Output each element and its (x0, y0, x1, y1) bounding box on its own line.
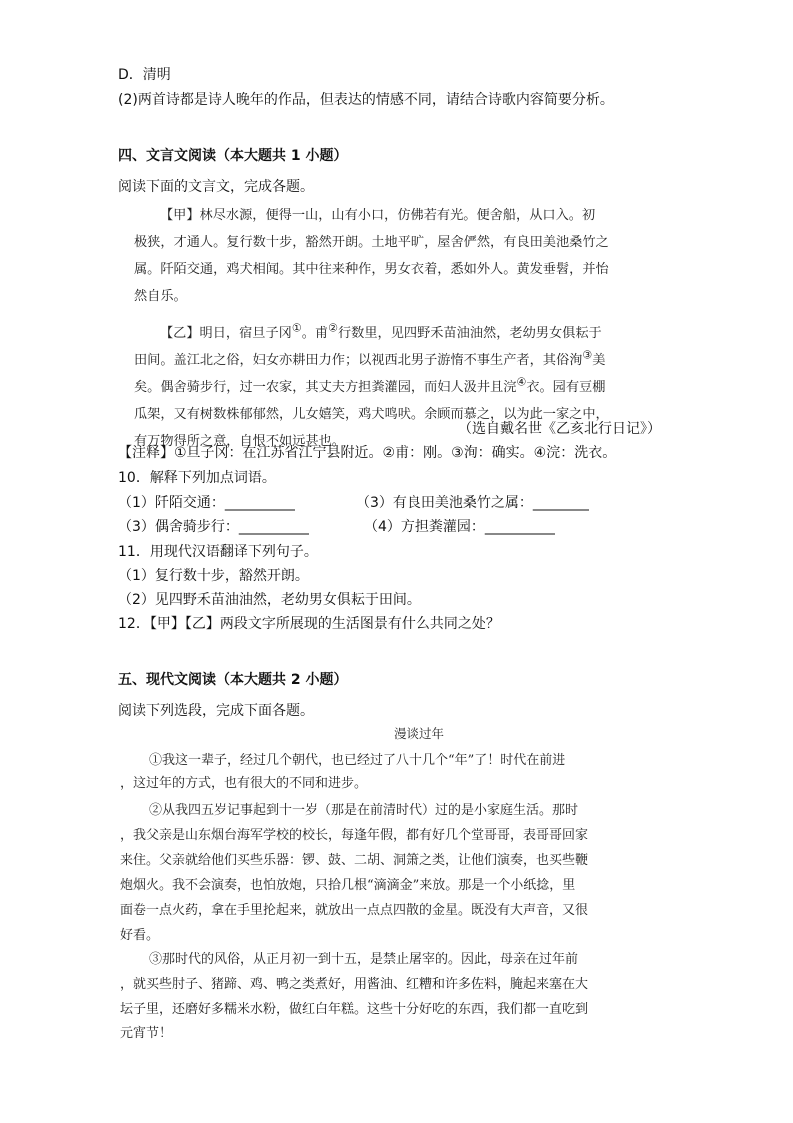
section-5-heading: 五、现代文阅读（本大题共 2 小题） (118, 672, 348, 688)
footnote-marker-1: ① (291, 321, 302, 335)
question-10-item-1: （1）阡陌交通：__________ (118, 495, 295, 511)
yi-line-3: 矣。偶舍骑步行，过一农家，其丈夫方担粪灌园，而妇人汲井且浣④衣。园有豆棚 (134, 375, 606, 395)
section-4-heading: 四、文言文阅读（本大题共 1 小题） (118, 148, 348, 164)
question-10-item-2: （3）偶舍骑步行：__________ (118, 519, 309, 535)
question-12: 12．【甲】【乙】两段文字所展现的生活图景有什么共同之处？ (118, 616, 500, 632)
jia-line-1: 【甲】林尽水源，便得一山，山有小口，仿佛若有光。便舍船，从口入。初 (160, 208, 596, 223)
yi-line-1: 【乙】明日，宿旦子冈①。甫②行数里，见四野禾苗油油然，老幼男女俱耘于 (160, 321, 602, 341)
footnote-marker-2: ② (328, 321, 338, 335)
question-10-item-3: （3）有良田美池桑竹之属：________ (356, 495, 589, 511)
article-line-5: 来住。父亲就给他们买些乐器：锣、鼓、二胡、洞箫之类，让他们演奏，也买些鞭 (120, 853, 589, 868)
question-2: (2)两首诗都是诗人晚年的作品，但表达的情感不同，请结合诗歌内容简要分析。 (118, 92, 614, 108)
article-title: 漫谈过年 (394, 726, 445, 741)
annotation-note: 【注释】①旦子冈：在江苏省江宁县附近。②甫：刚。③洵：确实。④浣：洗衣。 (118, 445, 617, 461)
article-line-6: 炮烟火。我不会演奏，也怕放炮，只拾几根“滴滴金”来放。那是一个小纸捻，里 (120, 878, 576, 893)
article-line-2: ，这过年的方式，也有很大的不同和进步。 (120, 776, 368, 791)
option-d: D．清明 (118, 67, 171, 83)
article-line-4: ，我父亲是山东烟台海军学校的校长，每逢年假，都有好几个堂哥哥，表哥哥回家 (120, 828, 589, 843)
section-4-instruction: 阅读下面的文言文，完成各题。 (118, 179, 314, 195)
section-5-instruction: 阅读下列选段，完成下面各题。 (118, 703, 314, 719)
article-line-3: ②从我四五岁记事起到十一岁（那是在前清时代）过的是小家庭生活。那时 (149, 803, 579, 818)
footnote-marker-3: ③ (582, 348, 593, 362)
article-line-8: 好看。 (120, 928, 160, 943)
yi-line-2: 田间。盖江北之俗，妇女亦耕田力作；以视西北男子游惰不事生产者，其俗洵③美 (134, 348, 606, 368)
yi-line-5: 有万物得所之意，自恨不如远甚也。 (134, 434, 345, 449)
source-citation: （选自戴名世《乙亥北行日记》） (458, 421, 661, 437)
article-line-10: ，就买些肘子、猪蹄、鸡、鸭之类煮好，用酱油、红糟和许多佐料，腌起来塞在大 (120, 977, 589, 992)
question-11-item-2: （2）见四野禾苗油油然，老幼男女俱耘于田间。 (118, 592, 421, 608)
jia-line-4: 然自乐。 (134, 289, 187, 304)
question-11: 11．用现代汉语翻译下列句子。 (118, 544, 318, 560)
jia-line-3: 属。阡陌交通，鸡犬相闻。其中往来种作，男女衣着，悉如外人。黄发垂髫，并怡 (134, 262, 609, 277)
question-10-item-4: （4）方担粪灌园：__________ (364, 519, 555, 535)
jia-line-2: 极狭，才通人。复行数十步，豁然开朗。土地平旷，屋舍俨然，有良田美池桑竹之 (134, 235, 609, 250)
article-line-7: 面卷一点火药，拿在手里抡起来，就放出一点点四散的金星。既没有大声音，又很 (120, 903, 589, 918)
question-11-item-1: （1）复行数十步，豁然开朗。 (118, 568, 309, 584)
article-line-11: 坛子里，还磨好多糯米水粉，做红白年糕。这些十分好吃的东西，我们都一直吃到 (120, 1002, 589, 1017)
question-10: 10．解释下列加点词语。 (118, 470, 276, 486)
footnote-marker-4: ④ (516, 375, 527, 389)
article-line-12: 元宵节！ (120, 1026, 173, 1041)
yi-line-4: 瓜架，又有树数株郁郁然，儿女嬉笑，鸡犬鸣吠。余顾而慕之，以为此一家之中， (134, 407, 609, 422)
article-line-9: ③那时代的风俗，从正月初一到十五，是禁止屠宰的。因此，母亲在过年前 (149, 952, 579, 967)
article-line-1: ①我这一辈子，经过几个朝代，也已经过了八十几个“年”了！时代在前进 (149, 753, 566, 768)
